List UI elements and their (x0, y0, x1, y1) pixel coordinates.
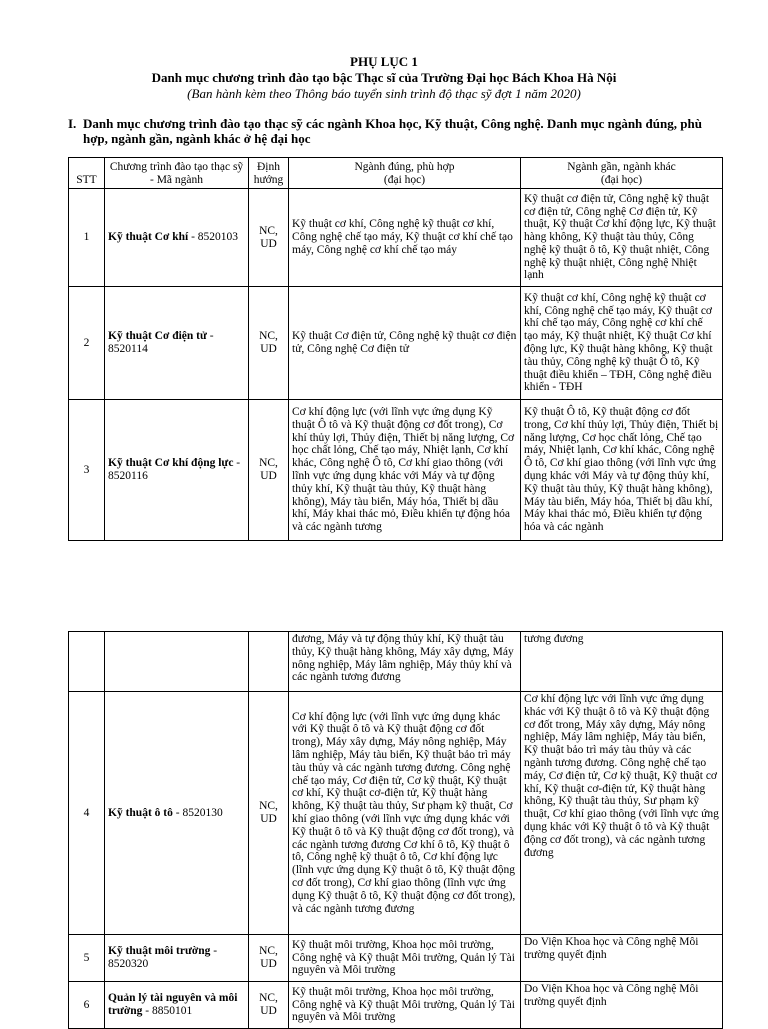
row-stt: 4 (69, 692, 105, 935)
row-program (105, 692, 249, 935)
header-related (521, 158, 723, 189)
program-name: Kỹ thuật Cơ điện tử (108, 330, 207, 343)
row-program (105, 935, 249, 982)
table-row (69, 982, 723, 1029)
row-stt: 1 (69, 189, 105, 287)
row-stt: 6 (69, 982, 105, 1029)
program-code: - 8520130 (172, 806, 223, 819)
header-stt: STT (69, 158, 105, 189)
row-program (105, 632, 249, 692)
header-related-sub: (đại học) (600, 174, 643, 187)
program-code: - 8850101 (142, 1005, 193, 1017)
header-matching-sub: (đại học) (383, 174, 426, 187)
program-code: - 8520103 (188, 231, 239, 244)
row-orientation: NC, UD (249, 189, 289, 287)
row-orientation: NC, UD (249, 935, 289, 982)
row-orientation: NC, UD (249, 692, 289, 935)
table-row (69, 692, 723, 935)
row-stt: 2 (69, 287, 105, 400)
row-orientation: NC, UD (249, 982, 289, 1029)
row-program (105, 982, 249, 1029)
row-related: Do Viện Khoa học và Công nghệ Môi trường quyết định (521, 982, 723, 1029)
program-code: - 8520116 (108, 457, 241, 482)
program-name: Kỹ thuật Cơ khí (108, 231, 189, 244)
row-stt: 5 (69, 935, 105, 982)
program-code: - 8520320 (108, 945, 218, 970)
header-program: Chương trình đào tạo thạc sỹ - Mã ngành (105, 158, 249, 189)
row-matching: Kỹ thuật môi trường, Khoa học môi trường, Công nghệ và Kỹ thuật Môi trường, Quản lý Tài nguyên và Môi trường (289, 935, 521, 982)
row-stt (69, 632, 105, 692)
row-related: Do Viện Khoa học và Công nghệ Môi trường quyết định (521, 935, 723, 982)
table-header-row (69, 158, 723, 189)
row-related: Cơ khí động lực với lĩnh vực ứng dụng khác với Kỹ thuật ô tô và Kỹ thuật động cơ đốt trong, Máy xây dựng, Máy nông nghiệp, Máy lâm nghiệp, Máy tàu biển, Kỹ thuật bảo trì máy tàu thủy và các ngành tương đương. Công nghệ chế tạo máy, Cơ điện tử, Cơ kỹ thuật, Kỹ thuật cơ khí, Kỹ thuật cơ-điện tử, Kỹ thuật hàng không, Kỹ thuật tàu thủy, Sư phạm kỹ thuật, Cơ khí giao thông (với lĩnh vực ứng dụng khác với Kỹ thuật ô tô và Kỹ thuật động cơ đốt trong), và các ngành tương đương (521, 692, 723, 935)
row-related: Kỹ thuật cơ điện tử, Công nghệ kỹ thuật cơ điện tử, Công nghệ Cơ điện tử, Kỹ thuật, Kỹ thuật Cơ khí động lực, Kỹ thuật hàng không, Kỹ thuật tàu thủy, Công nghệ kỹ thuật ô tô, Kỹ thuật nhiệt, Công nghệ kỹ thuật nhiệt, Công nghệ Nhiệt lạnh (521, 189, 723, 287)
program-table-page-2 (68, 631, 723, 1029)
row-matching: Cơ khí động lực (với lĩnh vực ứng dụng khác với Kỹ thuật ô tô và Kỹ thuật động cơ đốt trong), Máy xây dựng, Máy nông nghiệp, Máy lâm nghiệp, Máy tàu biển, Kỹ thuật bảo trì máy tàu thủy và các ngành tương đương. Công nghệ chế tạo máy, Cơ điện tử, Cơ kỹ thuật, Kỹ thuật cơ khí, Kỹ thuật cơ-điện tử, Kỹ thuật hàng không, Kỹ thuật tàu thủy, Sư phạm kỹ thuật, Cơ khí giao thông (với lĩnh vực ứng dụng khác với Kỹ thuật ô tô và Kỹ thuật động cơ đốt trong), và các ngành tương đương Cơ khí ô tô, Kỹ thuật ô tô, Công nghệ kỹ thuật ô tô, Cơ khí động lực (lĩnh vực ứng dụng Kỹ thuật ô tô, Kỹ thuật động cơ đốt trong), Cơ khí giao thông (lĩnh vực ứng dụng Kỹ thuật ô tô, Kỹ thuật động cơ đốt trong), và các ngành tương đương (289, 692, 521, 935)
row-related: Kỹ thuật Ô tô, Kỹ thuật động cơ đốt trong, Cơ khí thủy lợi, Thủy điện, Thiết bị năng lượng, Cơ học chất lỏng, Chế tạo máy, Nhiệt lạnh, Cơ khí khác, Công nghệ Ô tô, Cơ khí giao thông (với lĩnh vực ứng dụng khác với Máy và tự động thủy khí, Kỹ thuật tàu thủy, Kỹ thuật hàng không), Máy tàu biển, Máy hóa, Thiết bị dầu khí, Máy khai thác mỏ, Điều khiển tự động hóa và các ngành (521, 400, 723, 541)
row-orientation (249, 632, 289, 692)
header-related-title: Ngành gần, ngành khác (567, 161, 676, 174)
program-name: Kỹ thuật ô tô (108, 806, 173, 819)
program-table-page-1 (68, 157, 723, 541)
section-text: Danh mục chương trình đào tạo thạc sỹ các ngành Khoa học, Kỹ thuật, Công nghệ. Danh mục ngành đúng, phù hợp, ngành gần, ngành khác ở hệ đại học (83, 116, 702, 146)
row-matching: Cơ khí động lực (với lĩnh vực ứng dụng Kỹ thuật Ô tô và Kỹ thuật động cơ đốt trong), Cơ khí thủy lợi, Thủy điện, Thiết bị năng lượng, Cơ học chất lỏng, Chế tạo máy, Nhiệt lạnh, Cơ khí khác, Công nghệ Ô tô, Cơ khí giao thông (với lĩnh vực ứng dụng khác với Máy và tự động thủy khí, Kỹ thuật tàu thủy, Kỹ thuật hàng không), Máy tàu biển, Máy hóa, Thiết bị dầu khí, Máy khai thác mỏ, Điều khiển tự động hóa và các ngành tương (289, 400, 521, 541)
row-orientation: NC, UD (249, 400, 289, 541)
header-matching-title: Ngành đúng, phù hợp (354, 161, 455, 174)
row-matching: Kỹ thuật môi trường, Khoa học môi trường, Công nghệ và Kỹ thuật Môi trường, Quản lý Tài nguyên và Môi trường (289, 982, 521, 1029)
decree-note: (Ban hành kèm theo Thông báo tuyển sinh trình độ thạc sỹ đợt 1 năm 2020) (187, 86, 581, 101)
row-related: Kỹ thuật cơ khí, Công nghệ kỹ thuật cơ khí, Công nghệ chế tạo máy, Kỹ thuật cơ khí chế tạo máy, Công nghệ cơ khí chế tạo máy, Kỹ thuật nhiệt, Kỹ thuật Cơ khí động lực, Kỹ thuật hàng không, Kỹ thuật tàu thủy, Công nghệ kỹ thuật Ô tô, Kỹ thuật điều khiển – TĐH, Công nghệ điều khiển - TĐH (521, 287, 723, 400)
table-row (69, 287, 723, 400)
row-orientation: NC, UD (249, 287, 289, 400)
row-matching: Kỹ thuật Cơ điện tử, Công nghệ kỹ thuật cơ điện tử, Công nghệ Cơ điện tử (289, 287, 521, 400)
table-row (69, 400, 723, 541)
row-program (105, 189, 249, 287)
row-stt: 3 (69, 400, 105, 541)
table-row (69, 189, 723, 287)
document-subtitle: Danh mục chương trình đào tạo bậc Thạc sĩ của Trường Đại học Bách Khoa Hà Nội (151, 70, 617, 85)
table-row (69, 935, 723, 982)
header-orientation: Định hướng (249, 158, 289, 189)
program-name: Kỹ thuật Cơ khí động lực (108, 457, 234, 470)
document-title: PHỤ LỤC 1 (350, 54, 418, 69)
program-name: Quản lý tài nguyên và môi trường (108, 992, 238, 1017)
section-number: I. (68, 116, 77, 131)
table-row-continuation (69, 632, 723, 692)
program-code: - 8520114 (108, 330, 214, 355)
header-matching (289, 158, 521, 189)
row-matching: Kỹ thuật cơ khí, Công nghệ kỹ thuật cơ khí, Công nghệ chế tạo máy, Kỹ thuật cơ khí chế tạo máy, Công nghệ cơ khí chế tạo máy (289, 189, 521, 287)
row-program (105, 287, 249, 400)
row-matching: đương, Máy và tự động thủy khí, Kỹ thuật tàu thủy, Kỹ thuật hàng không, Máy xây dựng, Máy nông nghiệp, Máy lâm nghiệp, Máy thủy khí và các ngành tương đương (289, 632, 521, 692)
row-related: tương đương (521, 632, 723, 692)
row-program (105, 400, 249, 541)
section-heading (68, 116, 728, 146)
program-name: Kỹ thuật môi trường (108, 945, 211, 958)
